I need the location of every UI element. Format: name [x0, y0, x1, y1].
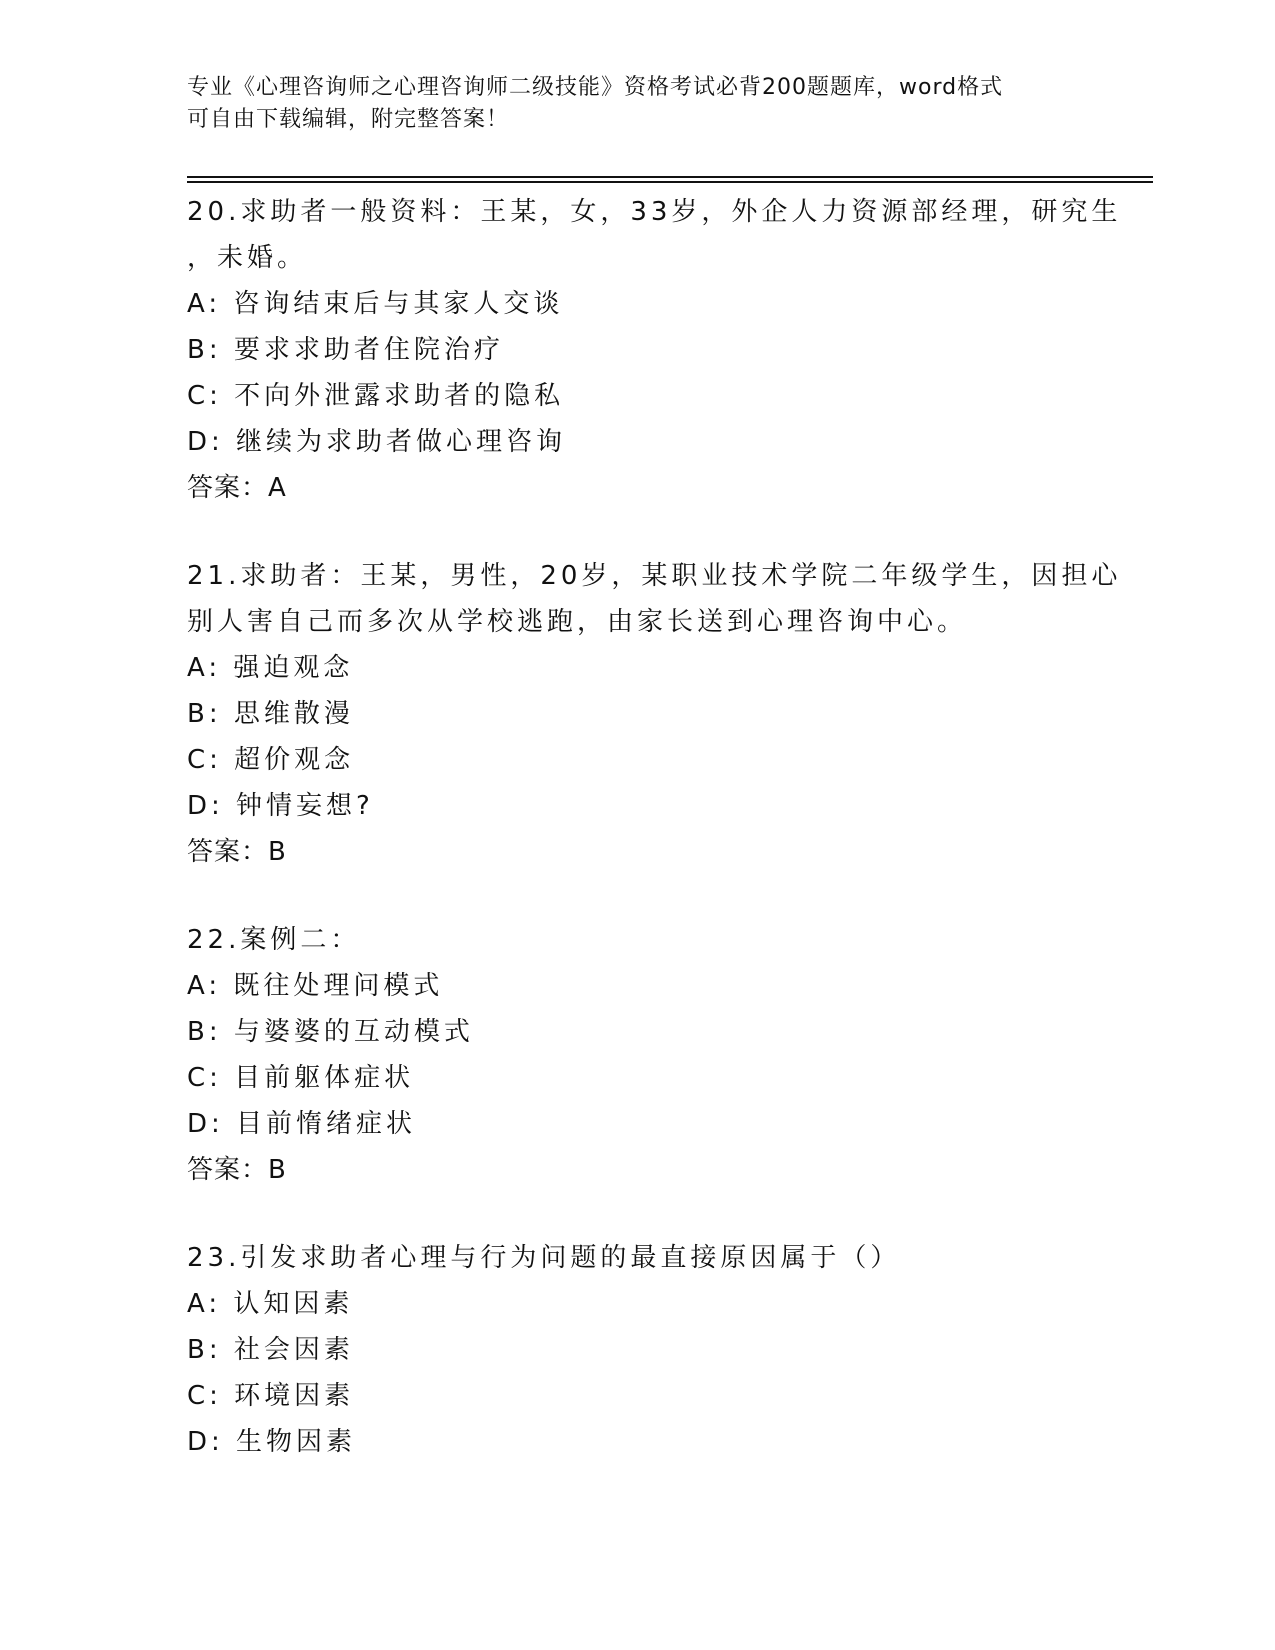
header-line-1: 专业《心理咨询师之心理咨询师二级技能》资格考试必背200题题库，word格式: [187, 75, 1004, 100]
question-22: [187, 917, 1087, 1193]
answer: 答案：B: [187, 1155, 287, 1185]
option-b: B: 思维散漫: [187, 699, 354, 729]
header-rule-top: [187, 176, 1153, 178]
option-b: B: 社会因素: [187, 1335, 354, 1365]
document-header: [187, 72, 1087, 136]
question-23: [187, 1235, 1087, 1465]
option-b: B: 要求求助者住院治疗: [187, 335, 504, 365]
option-a: A: 咨询结束后与其家人交谈: [187, 289, 564, 319]
option-c: C: 目前躯体症状: [187, 1063, 415, 1093]
question-stem-line: 21.求助者：王某，男性，20岁，某职业技术学院二年级学生，因担心: [187, 561, 1122, 591]
question-stem-line: 别人害自己而多次从学校逃跑，由家长送到心理咨询中心。: [187, 607, 968, 637]
answer: 答案：B: [187, 837, 287, 867]
option-d: D: 继续为求助者做心理咨询: [187, 427, 567, 457]
question-21: [187, 553, 1122, 875]
option-a: A: 强迫观念: [187, 653, 354, 683]
question-20: [187, 189, 1122, 511]
option-c: C: 环境因素: [187, 1381, 355, 1411]
question-stem-line: 20.求助者一般资料：王某，女，33岁，外企人力资源部经理，研究生: [187, 197, 1122, 227]
question-stem-line: ，未婚。: [187, 243, 308, 273]
option-d: D: 生物因素: [187, 1427, 357, 1457]
option-c: C: 超价观念: [187, 745, 355, 775]
question-stem-line: 22.案例二：: [187, 925, 361, 955]
header-rule-bottom: [187, 181, 1153, 183]
option-d: D: 目前惰绪症状: [187, 1109, 417, 1139]
option-a: A: 认知因素: [187, 1289, 354, 1319]
question-stem-line: 23.引发求助者心理与行为问题的最直接原因属于（）: [187, 1243, 901, 1273]
option-c: C: 不向外泄露求助者的隐私: [187, 381, 565, 411]
option-d: D: 钟情妄想?: [187, 791, 374, 821]
header-line-2: 可自由下载编辑，附完整答案！: [187, 107, 510, 132]
option-b: B: 与婆婆的互动模式: [187, 1017, 474, 1047]
option-a: A: 既往处理问模式: [187, 971, 444, 1001]
answer: 答案：A: [187, 473, 287, 503]
